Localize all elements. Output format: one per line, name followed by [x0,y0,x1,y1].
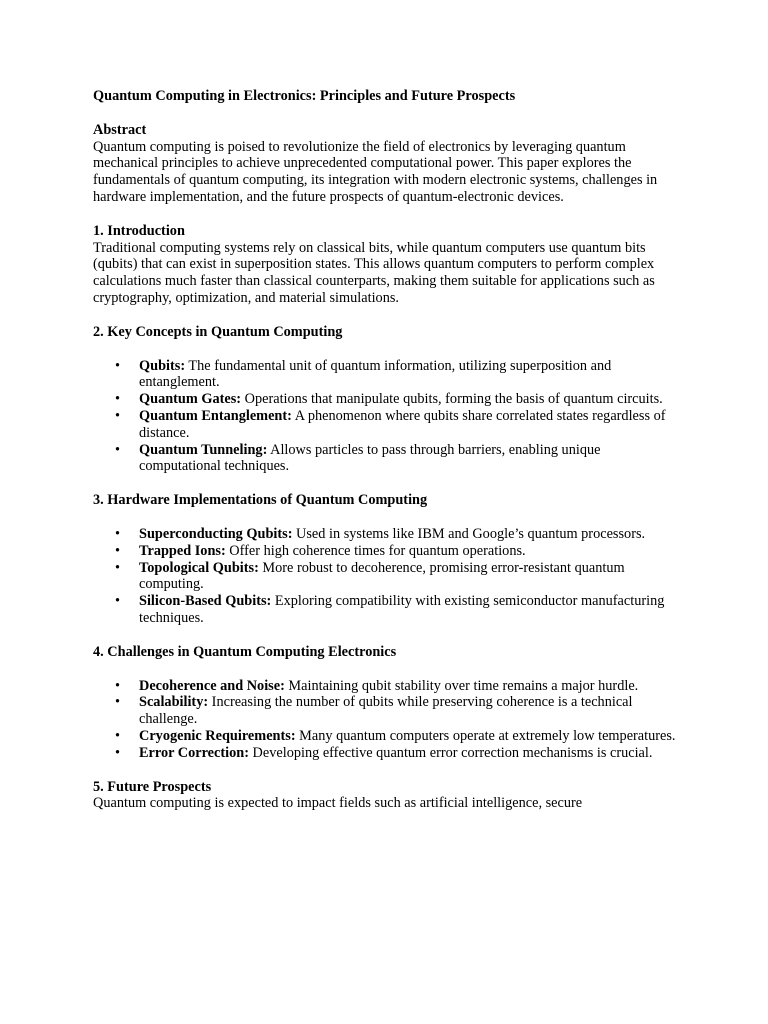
list-item-text: Maintaining qubit stability over time remains a major hurdle. [284,677,639,694]
list-item-text: A phenomenon where qubits share correlated states regardless of distance. [139,407,666,441]
bullet-icon: • [115,727,121,744]
list-item-term: Decoherence and Noise: [139,677,285,694]
list-item-text: Operations that manipulate qubits, forming the basis of quantum circuits. [241,391,663,408]
hardware-section [93,492,683,627]
list-item-term: Error Correction: [139,744,249,761]
list-item-term: Quantum Tunneling: [139,441,268,458]
bullet-icon: • [115,694,121,711]
challenges-list [93,678,683,762]
list-item-term: Trapped Ions: [139,542,226,559]
list-item [93,526,683,543]
list-item-text: Offer high coherence times for quantum operations. [225,542,526,559]
future-section [93,779,683,813]
list-item-term: Scalability: [139,694,209,711]
list-item-term: Silicon-Based Qubits: [139,593,272,610]
list-item-term: Quantum Gates: [139,391,242,408]
list-item-term: Quantum Entanglement: [139,407,292,424]
document-title: Quantum Computing in Electronics: Principles and Future Prospects [93,88,516,104]
hardware-heading: 3. Hardware Implementations of Quantum Computing [93,492,428,509]
list-item-text: Used in systems like IBM and Google’s quantum processors. [292,525,646,542]
list-item [93,391,683,408]
document-page [93,88,683,829]
key-concepts-section [93,324,683,475]
bullet-icon: • [115,407,121,424]
bullet-icon: • [115,593,121,610]
bullet-icon: • [115,441,121,458]
bullet-icon: • [115,559,121,576]
list-item-text: Many quantum computers operate at extremely low temperatures. [295,727,676,744]
list-item-text: Developing effective quantum error correction mechanisms is crucial. [248,744,653,761]
bullet-icon: • [115,391,121,408]
list-item-term: Topological Qubits: [139,559,259,576]
bullet-icon: • [115,525,121,542]
bullet-icon: • [115,542,121,559]
list-item-text: Exploring compatibility with existing semiconductor manufacturing techniques. [139,593,665,626]
introduction-text: Traditional computing systems rely on classical bits, while quantum computers use quantum bits (qubits) that can exist in superposition states. This allows quantum computers to perform complex calculations much faster than classical counterparts, making them suitable for applications such as cryptography, optimization, and material simulations. [93,239,655,306]
list-item-text: Increasing the number of qubits while preserving coherence is a technical challenge. [139,694,633,728]
list-item-term: Qubits: [139,357,186,374]
abstract-text: Quantum computing is poised to revolutionize the field of electronics by leveraging quantum mechanical principles to achieve unprecedented computational power. This paper explores the fundamentals of quantum computing, its integration with modern electronic systems, challenges in hardware implementation, and the future prospects of quantum-electronic devices. [93,138,658,205]
challenges-heading: 4. Challenges in Quantum Computing Electronics [93,643,397,660]
list-item [93,678,683,695]
bullet-icon: • [115,357,121,374]
list-item [93,745,683,762]
key-concepts-heading: 2. Key Concepts in Quantum Computing [93,323,343,340]
list-item-text: The fundamental unit of quantum information, utilizing superposition and entanglement. [139,357,612,391]
abstract-heading: Abstract [93,121,147,138]
list-item [93,694,683,728]
list-item [93,728,683,745]
abstract-section [93,122,683,206]
list-item [93,442,683,476]
future-text: Quantum computing is expected to impact fields such as artificial intelligence, secure [93,795,583,812]
list-item-term: Superconducting Qubits: [139,525,293,542]
list-item [93,593,683,627]
hardware-list [93,526,683,627]
list-item [93,543,683,560]
introduction-heading: 1. Introduction [93,222,185,239]
key-concepts-list [93,358,683,476]
list-item-text: More robust to decoherence, promising error-resistant quantum computing. [139,559,625,593]
bullet-icon: • [115,677,121,694]
introduction-section [93,223,683,307]
bullet-icon: • [115,744,121,761]
challenges-section [93,644,683,762]
future-heading: 5. Future Prospects [93,778,212,795]
list-item [93,358,683,392]
list-item [93,560,683,594]
list-item-text: Allows particles to pass through barriers, enabling unique computational techniques. [139,441,601,475]
list-item [93,408,683,442]
list-item-term: Cryogenic Requirements: [139,727,296,744]
